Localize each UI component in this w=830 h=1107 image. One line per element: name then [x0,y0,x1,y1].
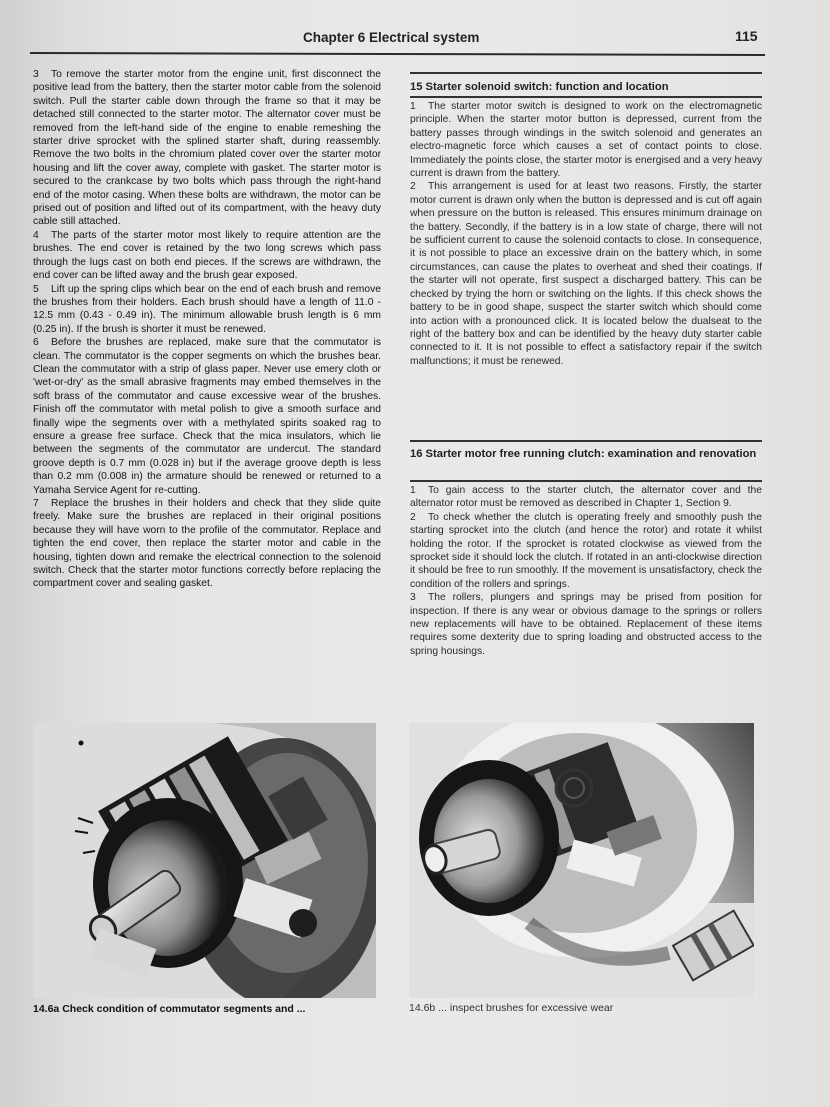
section-16-heading: 16 Starter motor free running clutch: examination and renovation [410,448,757,460]
paragraph-text: The parts of the starter motor most likely to require attention are the brushes. The end cover is retained by the two long screws which pass through the lugs cast on both end pieces. If the screws are withdrawn, the end cover can be lifted away and the brush gear exposed. [33,229,381,282]
paragraph-number: 3 [410,592,416,604]
figure-14-6a-photo [33,723,376,998]
paragraph-4 [33,229,381,283]
s15-paragraph-1 [410,100,762,180]
header-rule [30,52,765,56]
paragraph-number: 2 [410,511,416,523]
paragraph-7 [33,497,381,591]
paragraph-6 [33,336,381,497]
paragraph-text: Lift up the spring clips which bear on the end of each brush and remove the brushes from their holders. Each brush should have a length of 11.0 - 12.5 mm (0.43 - 0.49 in). The minimum allowable brush length is 6 mm (0.25 in). If the brush is shorter it must be renewed. [33,283,381,335]
chapter-title: Chapter 6 Electrical system [303,30,480,45]
paragraph-text: This arrangement is used for at least two reasons. Firstly, the starter motor current is drawn only when the button is depressed and is cut off again when pressure on the button is released. This ensures minimum drainage on the battery. Secondly, if the battery is in a low state of charge, there will not be sufficient current to cause the solenoid contacts to close. In consequence, it is not possible to place an excessive drain on the battery which, in some circumstances, can cause the plates to overheat and shed their coatings. If the starter will not operate, first suspect a discharged battery. This can be checked by trying the horn or switching on the lights. If this check shows the battery to be in good shape, suspect the starter switch which should come into action with a pronounced click. It is located below the dualseat to the right of the battery box and can be identified by the heavy duty starter cable connected to it. It is not possible to effect a satisfactory repair if the switch malfunctions; it must be renewed. [410,181,762,367]
section-16-bottom-rule [410,480,762,482]
paragraph-number: 2 [410,181,416,193]
s15-paragraph-2 [410,180,762,368]
paragraph-text: The rollers, plungers and springs may be prised from position for inspection. If there is any wear or obvious damage to the springs or rollers new replacements will have to be obtained. Replacement of these items requires some dexterity due to spring loading and obstructed access to the spring housings. [410,592,762,657]
paragraph-text: To remove the starter motor from the engine unit, first disconnect the positive lead from the battery, then the starter motor cable from the solenoid switch. Pull the starter cable down through the frame so that it may be detached still connected to the starter motor. The alternator cover must be removed from the left-hand side of the engine to enable remeshing the starter drive sprocket with the splined starter shaft, during reassembly. Remove the two bolts in the chromium plated cover over the starter motor housing and lift the cover away, complete with gasket. The starter motor is secured to the crankcase by two bolts which pass through the right-hand end of the motor casing. When these bolts are withdrawn, the motor can be prised out of position and lifted out of its compartment, with the heavy duty cable still attached. [33,69,381,228]
s16-paragraph-3 [410,591,762,658]
paragraph-number: 4 [33,229,39,241]
section-15-top-rule [410,72,762,74]
paragraph-3 [33,68,381,229]
page-header [0,27,830,51]
paragraph-number: 6 [33,337,39,349]
paragraph-number: 1 [410,101,416,112]
left-column [33,68,381,591]
paragraph-number: 7 [33,498,39,509]
figure-14-6b-caption: 14.6b ... inspect brushes for excessive wear [409,1002,614,1014]
figure-14-6b-photo [409,723,754,998]
page-number: 115 [735,28,758,44]
section-16-top-rule [410,440,762,442]
paragraph-5 [33,283,381,337]
paragraph-text: To check whether the clutch is operating freely and smoothly push the starting sprocket into the clutch (and hence the rotor) and rotate it whilst holding the rotor. If the sprocket is rotated clockwise as viewed from the sprocket side it should lock the clutch. If rotated in an anti-clockwise direction it should be free to run smoothly. If the movement is unsatisfactory, check the condition of the rollers and springs. [410,511,762,590]
paragraph-text: Before the brushes are replaced, make sure that the commutator is clean. The commutator is the copper segments on which the brushes bear. Clean the commutator with a strip of glass paper. Never use emery cloth or 'wet-or-dry' as the small abrasive fragments may embed themselves in the soft brass of the commutator and cause excessive wear of the brushes. Finish off the commutator with metal polish to give a smooth surface and finally wipe the segments over with a methylated spirits soaked rag to ensure a grease free surface. Check that the mica insulators, which lie between the segments of the commutator are undercut. The standard groove depth is 0.7 mm (0.028 in) but if the average groove depth is less than 0.2 mm (0.008 in) the armature should be renewed or returned to a Yamaha Service Agent for re-cutting. [33,337,381,496]
s16-paragraph-1 [410,484,762,511]
brushes-photo-illustration [409,723,754,998]
section-16-body [410,484,762,658]
section-15-body [410,100,762,368]
paragraph-text: Replace the brushes in their holders and check that they slide quite freely. Make sure the brushes are replaced in their original positions because they will have worn to the profile of the commutator. Replace and tighten the end cover, then replace the starter motor and cable in the housing, tighten down and remake the electrical connection to the solenoid switch. Check that the starter motor functions correctly before replacing the compartment cover and sealing gasket. [33,498,381,590]
section-15-bottom-rule [410,96,762,98]
commutator-photo-illustration [33,723,376,998]
paragraph-text: To gain access to the starter clutch, the alternator cover and the alternator rotor must be removed as described in Chapter 1, Section 9. [410,485,762,510]
s16-paragraph-2 [410,511,762,591]
paragraph-text: The starter motor switch is designed to work on the electromagnetic principle. When the starter motor button is depressed, current from the battery passes through windings in the switch solenoid and generates an electro-magnetic force which causes a set of contact points to close. Immediately the points close, the starter motor is energised and a very heavy current is drawn from the battery. [410,101,762,180]
paragraph-number: 3 [33,69,39,80]
paragraph-number: 5 [33,283,39,295]
paragraph-number: 1 [410,485,416,496]
figure-14-6a-caption: 14.6a Check condition of commutator segments and ... [33,1003,306,1015]
section-15-heading: 15 Starter solenoid switch: function and location [410,81,669,93]
